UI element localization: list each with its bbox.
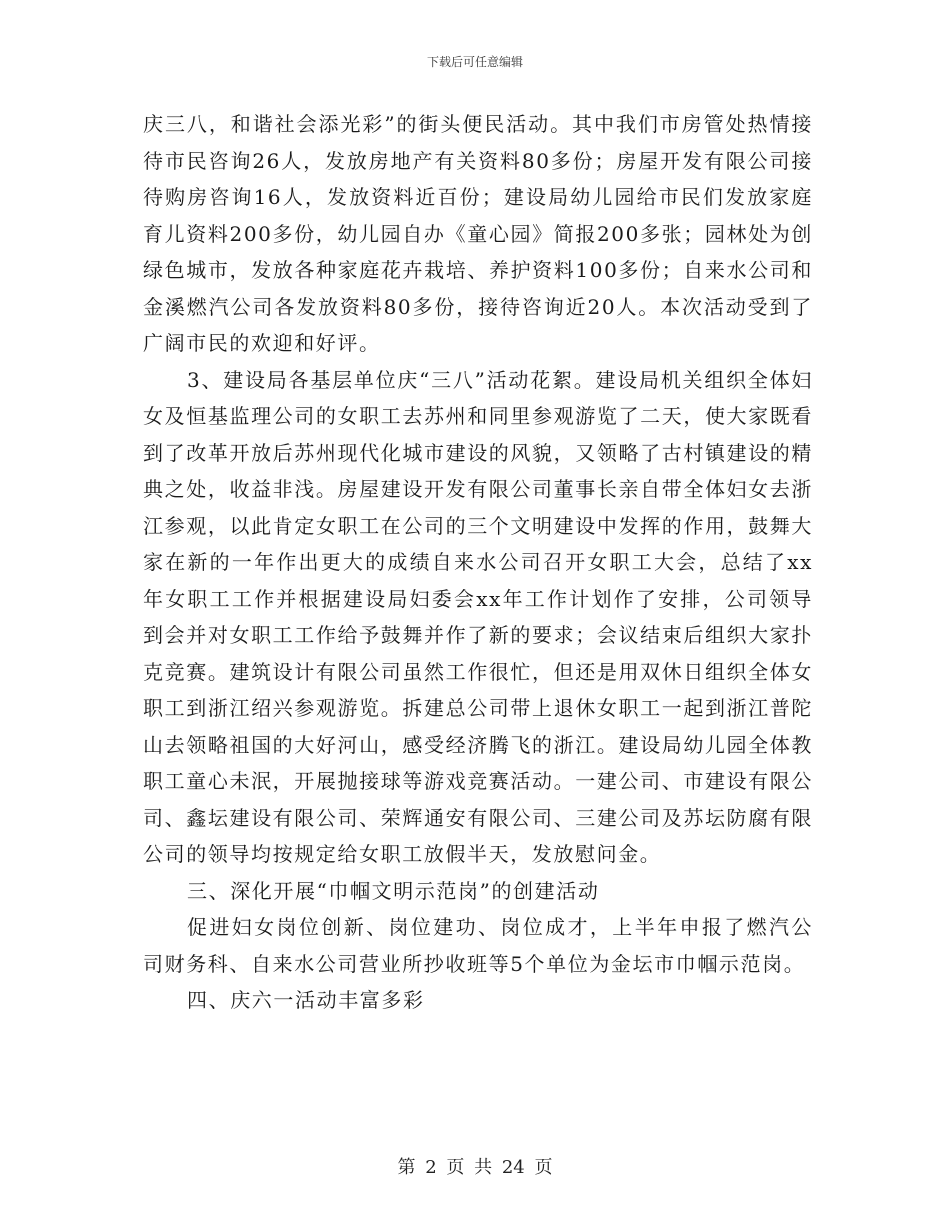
paragraph-model-posts: 促进妇女岗位创新、岗位建功、岗位成才，上半年申报了燃汽公司财务科、自来水公司营业所抄收班等5个单位为金坛市巾帼示范岗。: [143, 915, 813, 976]
page-header: 下载后可任意编辑: [426, 55, 523, 69]
section-heading-model-posts: 三、深化开展“巾帼文明示范岗”的创建活动: [187, 878, 600, 903]
page-number-footer: 第 2 页 共 24 页: [397, 1157, 553, 1178]
paragraph-activity-highlights: 3、建设局各基层单位庆“三八”活动花絮。建设局机关组织全体妇女及恒基监理公司的女职工去苏州和同里参观游览了二天，使大家既看到了改革开放后苏州现代化城市建设的风貌，又领略了古村镇建设的精典之处，收益非浅。房屋建设开发有限公司董事长亲自带全体妇女去浙江参观，以此肯定女职工在公司的三个文明建设中发挥的作用，鼓舞大家在新的一年作出更大的成绩自来水公司召开女职工大会，总结了xx年女职工工作并根据建设局妇委会xx年工作计划作了安排，公司领导到会并对女职工工作给予鼓舞并作了新的要求；会议结束后组织大家扑克竞赛。建筑设计有限公司虽然工作很忙，但还是用双休日组织全体女职工到浙江绍兴参观游览。拆建总公司带上退休女职工一起到浙江普陀山去领略祖国的大好河山，感受经济腾飞的浙江。建设局幼儿园全体教职工童心未泯，开展抛接球等游戏竞赛活动。一建公司、市建设有限公司、鑫坛建设有限公司、荣辉通安有限公司、三建公司及苏坛防腐有限公司的领导均按规定给女职工放假半天，发放慰问金。: [143, 367, 813, 866]
section-heading-childrens-day: 四、庆六一活动丰富多彩: [187, 988, 425, 1012]
paragraph-continuation: 庆三八，和谐社会添光彩”的街头便民活动。其中我们市房管处热情接待市民咨询26人，发放房地产有关资料80多份；房屋开发有限公司接待购房咨询16人，发放资料近百份；建设局幼儿园给市民们发放家庭育儿资料200多份，幼儿园自办《童心园》简报200多张；园林处为创绿色城市，发放各种家庭花卉栽培、养护资料100多份；自来水公司和金溪燃汽公司各发放资料80多份，接待咨询近20人。本次活动受到了广阔市民的欢迎和好评。: [143, 112, 813, 355]
document-body: [143, 106, 813, 1019]
